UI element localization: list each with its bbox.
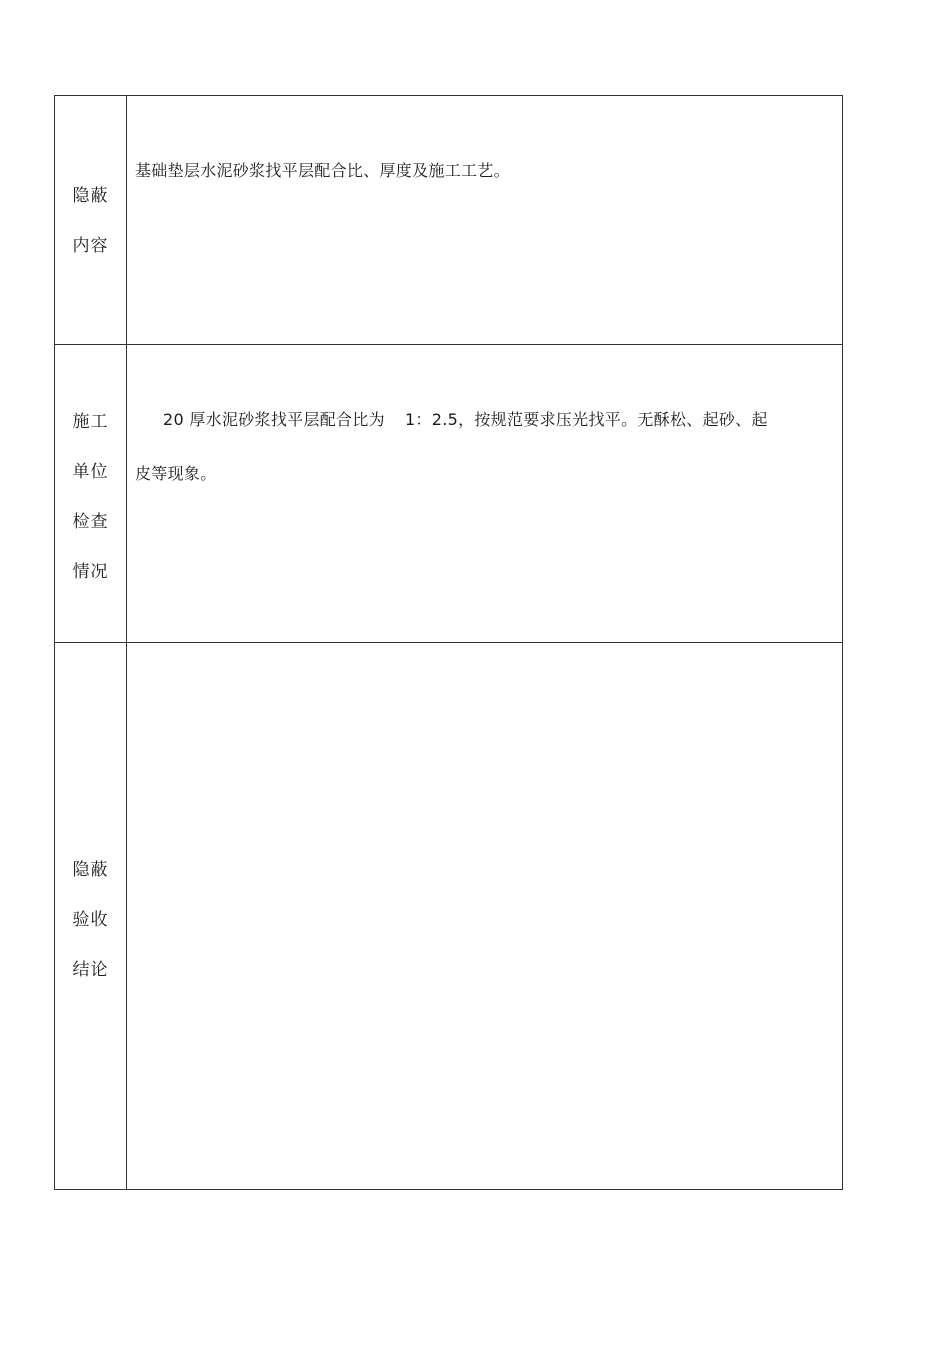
content-line	[135, 393, 832, 447]
content-cell-hidden-content	[127, 96, 843, 345]
label-line: 内容	[72, 236, 109, 256]
label-line: 隐蔽	[72, 186, 109, 206]
inspection-record-table	[54, 95, 843, 1190]
label-cell-construction-check	[55, 345, 127, 643]
content-part: 20 厚水泥砂浆找平层配合比为	[163, 410, 385, 429]
label-line: 检查	[72, 512, 109, 532]
content-part: 1：2.5，按规范要求压光找平。无酥松、起砂、起	[404, 410, 768, 429]
label-line: 施工	[72, 412, 109, 432]
content-line: 皮等现象。	[135, 464, 217, 483]
label-cell-acceptance-conclusion	[55, 643, 127, 1190]
label-line: 隐蔽	[72, 860, 109, 880]
content-cell-acceptance-conclusion[interactable]	[127, 643, 843, 1190]
label-line: 结论	[72, 960, 109, 980]
label-line: 单位	[72, 462, 109, 482]
label-stack	[55, 397, 126, 597]
table-row-acceptance-conclusion	[55, 643, 843, 1190]
label-line: 情况	[72, 562, 109, 582]
label-stack	[55, 171, 126, 271]
content-line: 基础垫层水泥砂浆找平层配合比、厚度及施工工艺。	[135, 161, 510, 180]
construction-check-text	[135, 393, 832, 501]
label-cell-hidden-content	[55, 96, 127, 345]
content-cell-construction-check	[127, 345, 843, 643]
label-stack	[55, 845, 126, 995]
table-row-hidden-content	[55, 96, 843, 345]
hidden-content-text	[135, 144, 832, 198]
label-line: 验收	[72, 910, 109, 930]
table-row-construction-check	[55, 345, 843, 643]
